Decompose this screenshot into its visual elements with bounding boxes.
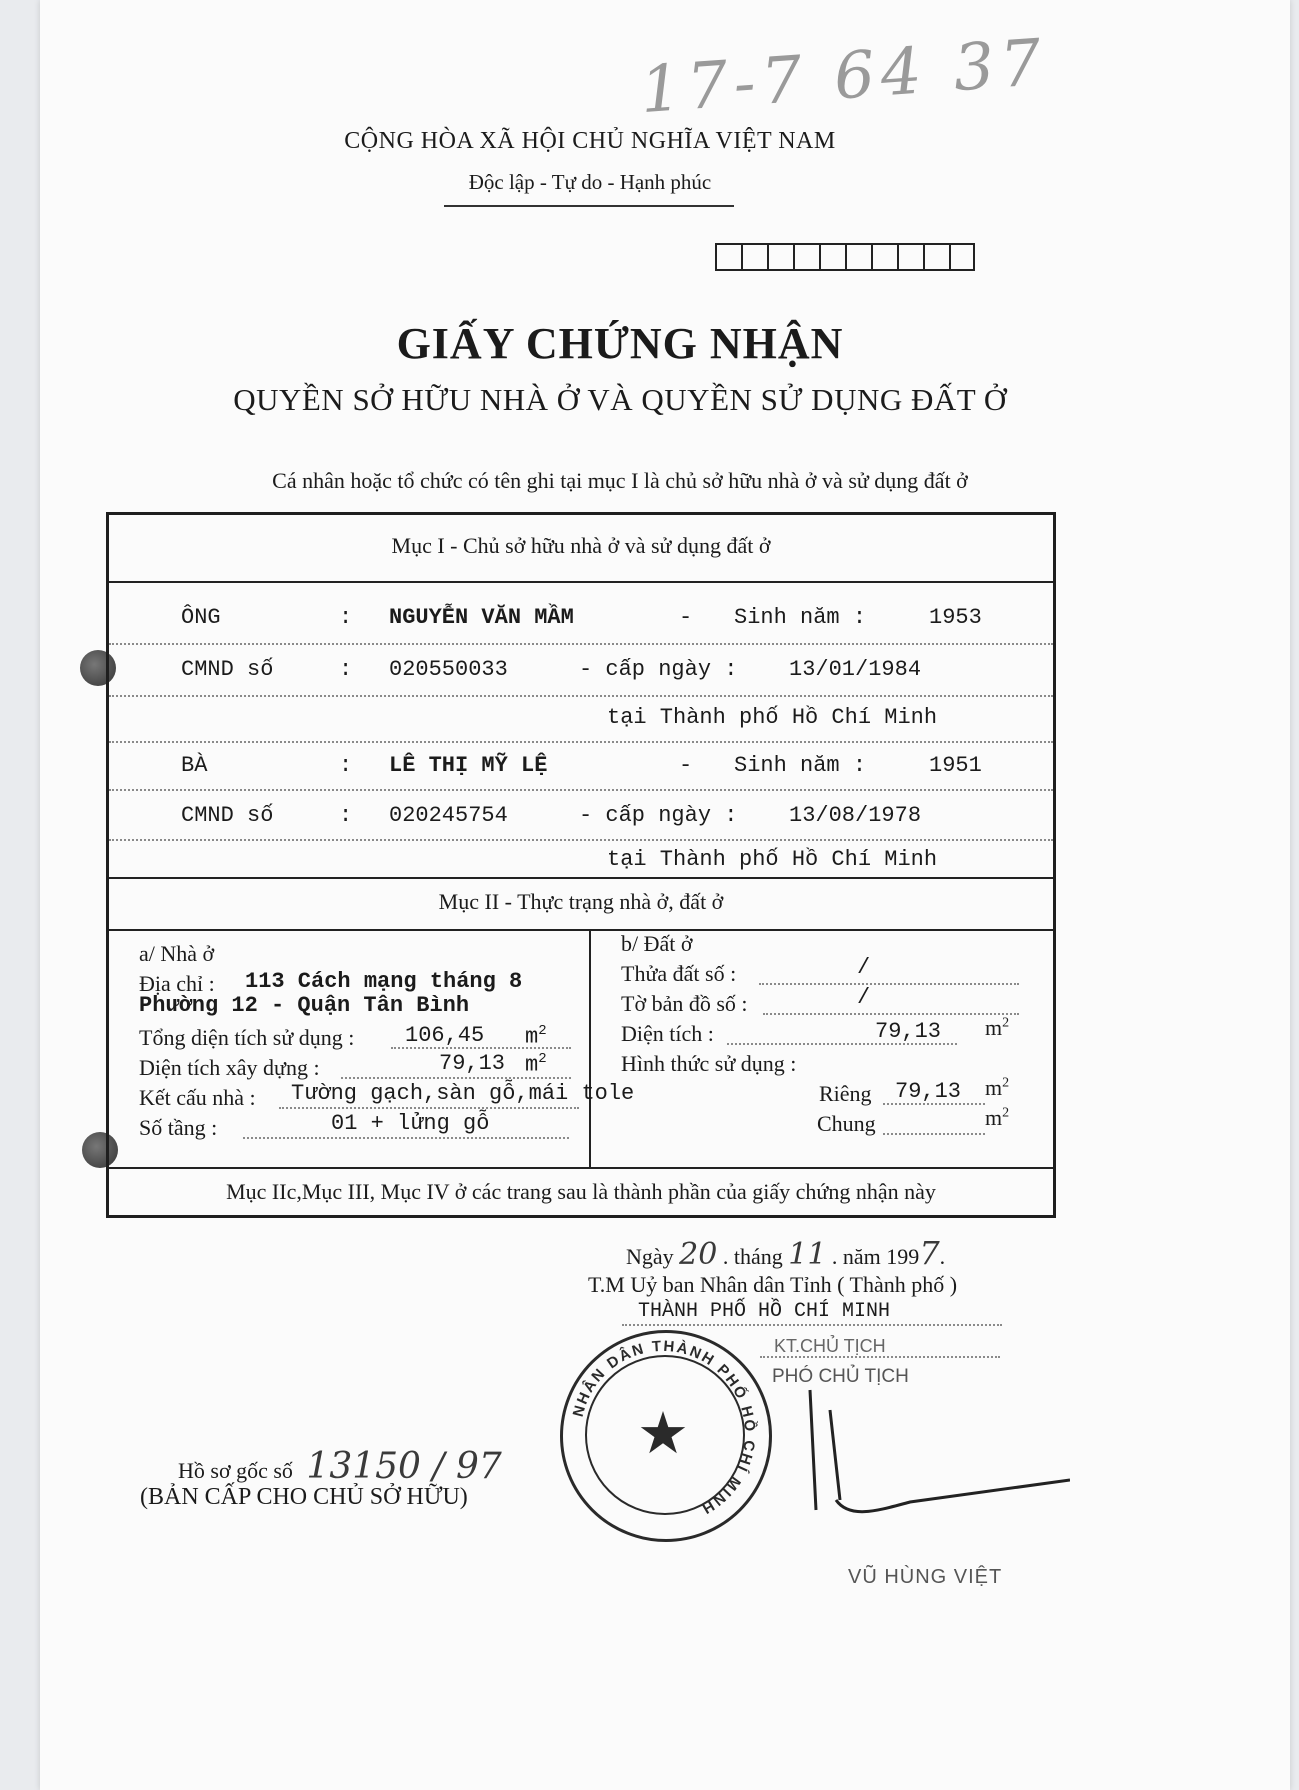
colon: : — [339, 605, 353, 630]
day-label: Ngày — [626, 1244, 674, 1269]
certificate-intro: Cá nhân hoặc tổ chức có tên ghi tại mục I là chủ sở hữu nhà ở và sử dụng đất ở — [272, 468, 968, 493]
map-sheet-label: Tờ bản đồ số : — [621, 991, 748, 1016]
owner-2-place-row — [109, 835, 1053, 872]
private-area-unit — [985, 1075, 1009, 1101]
year-label: năm 199 — [842, 1244, 920, 1269]
owner-2-id-number: 020245754 — [389, 803, 508, 828]
owner-1-id-row — [109, 657, 1053, 691]
unit: m — [985, 1105, 1003, 1130]
shared-label: Chung — [817, 1111, 876, 1136]
owner-1-row — [109, 605, 1053, 639]
dash: - — [679, 605, 693, 630]
unit-sup: 2 — [1002, 1105, 1010, 1121]
owner-1-birth-label: Sinh năm : — [734, 605, 867, 630]
land-heading: b/ Đất ở — [621, 931, 693, 956]
file-number-value: 13150 / 97 — [306, 1446, 502, 1487]
house-address-line-2: Phường 12 - Quận Tân Bình — [139, 993, 470, 1018]
owner-1-title: ÔNG — [181, 605, 221, 630]
seal-text: NHÂN DÂN THÀNH PHỐ HỒ CHÍ MINH — [569, 1337, 759, 1518]
owner-1-id-label: CMND số — [181, 657, 274, 682]
owner-2-name: LÊ THỊ MỸ LỆ — [389, 753, 548, 778]
house-heading: a/ Nhà ở — [139, 941, 215, 966]
file-number-line — [178, 1446, 502, 1487]
owner-2-id-row — [109, 803, 1053, 837]
certificate-title: GIẤY CHỨNG NHẬN — [396, 319, 844, 368]
month-value: 11 — [788, 1237, 827, 1272]
year-digit: 7 — [919, 1234, 940, 1272]
private-area-value: 79,13 — [895, 1079, 962, 1104]
usage-form-label: Hình thức sử dụng : — [621, 1051, 797, 1076]
authority-line: T.M Uỷ ban Nhân dân Tỉnh ( Thành phố ) — [588, 1272, 958, 1297]
total-area-value: 106,45 — [405, 1023, 485, 1048]
parcel-value: / — [857, 955, 871, 980]
owner-2-id-label: CMND số — [181, 803, 274, 828]
vice-chairman-title: PHÓ CHỦ TỊCH — [772, 1366, 909, 1387]
private-label: Riêng — [819, 1081, 872, 1106]
owner-1-place-row — [109, 705, 1053, 739]
owner-1-name: NGUYỄN VĂN MẦM — [389, 605, 574, 630]
colon: : — [339, 657, 353, 682]
file-number-label: Hồ sơ gốc số — [178, 1458, 293, 1483]
certificate-subtitle: QUYỀN SỞ HỮU NHÀ Ở VÀ QUYỀN SỬ DỤNG ĐẤT Ở — [233, 382, 1007, 417]
unit: m — [525, 1024, 539, 1050]
land-area-unit — [985, 1015, 1009, 1041]
motto: Độc lập - Tự do - Hạnh phúc — [468, 170, 712, 194]
month-label: tháng — [733, 1244, 783, 1269]
unit-sup: 2 — [1002, 1015, 1010, 1031]
land-area-value: 79,13 — [875, 1019, 942, 1044]
parcel-label: Thửa đất số : — [621, 961, 737, 986]
owner-1-id-number: 020550033 — [389, 657, 508, 682]
map-sheet-value: / — [857, 985, 871, 1010]
owner-2-title: BÀ — [181, 753, 208, 778]
house-address-label: Địa chỉ : — [139, 971, 215, 996]
unit-sup: 2 — [538, 1023, 547, 1039]
owner-1-birth-year: 1953 — [929, 605, 982, 630]
seal-star-icon: ★ — [637, 1401, 689, 1466]
owner-2-issue-date: 13/08/1978 — [789, 803, 922, 828]
owner-2-issue-place: tại Thành phố Hồ Chí Minh — [607, 847, 938, 872]
owner-2-issue-label: - cấp ngày : — [579, 803, 738, 828]
issue-date-line: Ngày 20 . tháng 11 . năm 1997. — [626, 1234, 946, 1272]
unit: m — [985, 1015, 1003, 1040]
build-area-value: 79,13 — [439, 1051, 506, 1076]
kt-chairman: KT.CHỦ TỊCH — [774, 1336, 886, 1356]
floors-value: 01 + lửng gỗ — [331, 1111, 490, 1136]
signatory-name: VŨ HÙNG VIỆT — [848, 1566, 1003, 1588]
colon: : — [339, 753, 353, 778]
shared-area-unit — [985, 1105, 1009, 1131]
serial-number-boxes — [715, 243, 975, 271]
colon: : — [339, 803, 353, 828]
structure-value: Tường gạch,sàn gỗ,mái tole — [291, 1081, 635, 1106]
owner-1-issue-label: - cấp ngày : — [579, 657, 738, 682]
total-area-unit — [525, 1023, 547, 1049]
land-area-label: Diện tích : — [621, 1021, 714, 1046]
owner-2-birth-year: 1951 — [929, 753, 982, 778]
official-seal — [560, 1330, 772, 1542]
section-2-heading: Mục II - Thực trạng nhà ở, đất ở — [438, 889, 724, 914]
copy-note: (BẢN CẤP CHO CHỦ SỞ HỮU) — [140, 1484, 468, 1510]
section-1-heading: Mục I - Chủ sở hữu nhà ở và sử dụng đất ở — [391, 533, 771, 558]
unit: m — [525, 1052, 539, 1078]
owner-2-birth-label: Sinh năm : — [734, 753, 867, 778]
build-area-label: Diện tích xây dựng : — [139, 1055, 320, 1080]
nation-heading: CỘNG HÒA XÃ HỘI CHỦ NGHĨA VIỆT NAM — [344, 128, 836, 154]
structure-label: Kết cấu nhà : — [139, 1085, 256, 1110]
authority-city: THÀNH PHỐ HỒ CHÍ MINH — [638, 1300, 891, 1323]
certificate-table — [106, 512, 1056, 1218]
signature-scribble — [770, 1370, 1070, 1530]
dash: - — [679, 753, 693, 778]
house-address-line-1: 113 Cách mạng tháng 8 — [245, 969, 523, 994]
unit: m — [985, 1075, 1003, 1100]
owner-1-issue-place: tại Thành phố Hồ Chí Minh — [607, 705, 938, 730]
motto-underline — [444, 205, 734, 207]
handwritten-reference: 17-7 64 37 — [637, 25, 1050, 129]
owner-2-row — [109, 753, 1053, 787]
floors-label: Số tầng : — [139, 1115, 218, 1140]
build-area-unit — [525, 1051, 547, 1077]
unit-sup: 2 — [538, 1051, 547, 1067]
unit-sup: 2 — [1002, 1075, 1010, 1091]
continuation-note: Mục IIc,Mục III, Mục IV ở các trang sau là thành phần của giấy chứng nhận này — [226, 1179, 936, 1204]
owner-1-issue-date: 13/01/1984 — [789, 657, 922, 682]
total-area-label: Tổng diện tích sử dụng : — [139, 1025, 355, 1050]
day-value: 20 — [679, 1237, 718, 1272]
certificate-page — [40, 0, 1290, 1790]
